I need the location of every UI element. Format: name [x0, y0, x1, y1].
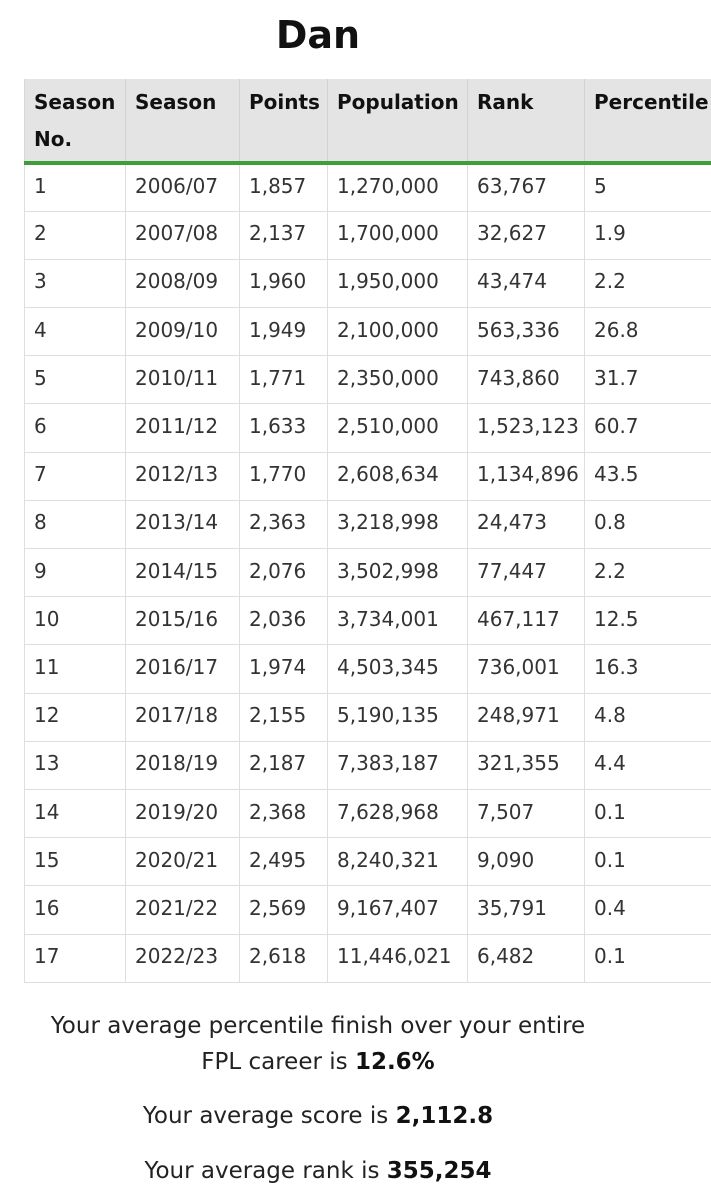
- table-row: [25, 308, 711, 356]
- cell-rank: 736,001: [468, 645, 585, 693]
- cell-rank: 63,767: [468, 163, 585, 211]
- cell-season: 2016/17: [126, 645, 240, 693]
- table-row: [25, 500, 711, 548]
- cell-season: 2011/12: [126, 404, 240, 452]
- cell-points: 2,187: [240, 741, 328, 789]
- cell-season-no: 8: [25, 500, 126, 548]
- cell-points: 2,495: [240, 838, 328, 886]
- cell-population: 11,446,021: [328, 934, 468, 982]
- table-row: [25, 356, 711, 404]
- cell-season-no: 7: [25, 452, 126, 500]
- cell-season: 2018/19: [126, 741, 240, 789]
- table-row: [25, 741, 711, 789]
- cell-rank: 563,336: [468, 308, 585, 356]
- cell-points: 1,949: [240, 308, 328, 356]
- cell-points: 1,974: [240, 645, 328, 693]
- cell-population: 1,950,000: [328, 259, 468, 307]
- cell-season-no: 9: [25, 549, 126, 597]
- cell-season-no: 1: [25, 163, 126, 211]
- header-season-no: Season No.: [25, 79, 126, 163]
- cell-points: 2,076: [240, 549, 328, 597]
- cell-percentile: 43.5: [585, 452, 711, 500]
- cell-season: 2009/10: [126, 308, 240, 356]
- cell-season: 2017/18: [126, 693, 240, 741]
- cell-percentile: 1.9: [585, 211, 711, 259]
- table-row: [25, 452, 711, 500]
- cell-season-no: 13: [25, 741, 126, 789]
- cell-points: 1,770: [240, 452, 328, 500]
- cell-points: 1,857: [240, 163, 328, 211]
- cell-season-no: 6: [25, 404, 126, 452]
- cell-percentile: 2.2: [585, 549, 711, 597]
- cell-season-no: 5: [25, 356, 126, 404]
- table-row: [25, 645, 711, 693]
- cell-percentile: 4.8: [585, 693, 711, 741]
- table-row: [25, 211, 711, 259]
- cell-rank: 743,860: [468, 356, 585, 404]
- cell-population: 1,270,000: [328, 163, 468, 211]
- cell-rank: 24,473: [468, 500, 585, 548]
- season-history-table: [24, 79, 711, 983]
- average-percentile-label: FPL career is: [201, 1049, 348, 1075]
- cell-season-no: 16: [25, 886, 126, 934]
- cell-percentile: 5: [585, 163, 711, 211]
- cell-season-no: 4: [25, 308, 126, 356]
- table-row: [25, 549, 711, 597]
- cell-rank: 7,507: [468, 789, 585, 837]
- table-body: [25, 163, 711, 982]
- cell-percentile: 0.1: [585, 934, 711, 982]
- cell-points: 2,363: [240, 500, 328, 548]
- cell-season: 2006/07: [126, 163, 240, 211]
- table-row: [25, 838, 711, 886]
- cell-season: 2010/11: [126, 356, 240, 404]
- cell-season-no: 11: [25, 645, 126, 693]
- cell-percentile: 0.4: [585, 886, 711, 934]
- cell-season: 2020/21: [126, 838, 240, 886]
- table-header-row: [25, 79, 711, 163]
- cell-population: 4,503,345: [328, 645, 468, 693]
- cell-population: 2,100,000: [328, 308, 468, 356]
- average-rank-value: 355,254: [386, 1158, 492, 1184]
- table-row: [25, 693, 711, 741]
- table-row: [25, 597, 711, 645]
- cell-points: 2,368: [240, 789, 328, 837]
- cell-season: 2013/14: [126, 500, 240, 548]
- cell-rank: 467,117: [468, 597, 585, 645]
- cell-percentile: 4.4: [585, 741, 711, 789]
- cell-population: 7,628,968: [328, 789, 468, 837]
- average-rank-summary: [0, 1153, 636, 1189]
- cell-population: 3,218,998: [328, 500, 468, 548]
- header-rank: Rank: [468, 79, 585, 163]
- average-percentile-line2: [0, 1044, 636, 1080]
- cell-points: 1,633: [240, 404, 328, 452]
- table-row: [25, 404, 711, 452]
- cell-points: 2,569: [240, 886, 328, 934]
- cell-season: 2007/08: [126, 211, 240, 259]
- cell-season: 2019/20: [126, 789, 240, 837]
- cell-percentile: 26.8: [585, 308, 711, 356]
- cell-population: 2,608,634: [328, 452, 468, 500]
- cell-percentile: 31.7: [585, 356, 711, 404]
- cell-season-no: 10: [25, 597, 126, 645]
- cell-rank: 77,447: [468, 549, 585, 597]
- header-percentile: Percentile: [585, 79, 711, 163]
- header-population: Population: [328, 79, 468, 163]
- cell-season: 2008/09: [126, 259, 240, 307]
- header-points: Points: [240, 79, 328, 163]
- cell-rank: 9,090: [468, 838, 585, 886]
- cell-season: 2012/13: [126, 452, 240, 500]
- cell-population: 7,383,187: [328, 741, 468, 789]
- cell-percentile: 12.5: [585, 597, 711, 645]
- cell-population: 8,240,321: [328, 838, 468, 886]
- cell-season-no: 2: [25, 211, 126, 259]
- cell-rank: 35,791: [468, 886, 585, 934]
- cell-rank: 6,482: [468, 934, 585, 982]
- cell-percentile: 2.2: [585, 259, 711, 307]
- cell-rank: 1,134,896: [468, 452, 585, 500]
- cell-season: 2021/22: [126, 886, 240, 934]
- cell-season-no: 15: [25, 838, 126, 886]
- cell-population: 3,502,998: [328, 549, 468, 597]
- cell-percentile: 0.1: [585, 789, 711, 837]
- cell-points: 2,036: [240, 597, 328, 645]
- cell-percentile: 0.8: [585, 500, 711, 548]
- cell-season-no: 14: [25, 789, 126, 837]
- table-row: [25, 259, 711, 307]
- table-row: [25, 163, 711, 211]
- cell-percentile: 0.1: [585, 838, 711, 886]
- cell-population: 3,734,001: [328, 597, 468, 645]
- cell-population: 1,700,000: [328, 211, 468, 259]
- cell-population: 2,350,000: [328, 356, 468, 404]
- average-percentile-line1: Your average percentile finish over your entire: [50, 1013, 586, 1039]
- cell-points: 1,960: [240, 259, 328, 307]
- average-score-label: Your average score is: [142, 1103, 389, 1129]
- cell-points: 2,155: [240, 693, 328, 741]
- cell-rank: 321,355: [468, 741, 585, 789]
- average-percentile-value: 12.6%: [354, 1049, 435, 1075]
- cell-population: 2,510,000: [328, 404, 468, 452]
- cell-rank: 1,523,123: [468, 404, 585, 452]
- cell-percentile: 16.3: [585, 645, 711, 693]
- cell-season: 2022/23: [126, 934, 240, 982]
- cell-points: 2,618: [240, 934, 328, 982]
- season-history-table-container: [24, 79, 711, 983]
- cell-season: 2014/15: [126, 549, 240, 597]
- cell-season: 2015/16: [126, 597, 240, 645]
- page-title: Dan: [275, 13, 361, 57]
- average-score-summary: [0, 1098, 636, 1134]
- average-percentile-summary: [0, 1008, 636, 1080]
- table-row: [25, 886, 711, 934]
- cell-population: 5,190,135: [328, 693, 468, 741]
- cell-rank: 43,474: [468, 259, 585, 307]
- cell-population: 9,167,407: [328, 886, 468, 934]
- average-score-value: 2,112.8: [395, 1103, 494, 1129]
- cell-rank: 248,971: [468, 693, 585, 741]
- cell-season-no: 12: [25, 693, 126, 741]
- average-rank-label: Your average rank is: [144, 1158, 380, 1184]
- table-row: [25, 789, 711, 837]
- cell-season-no: 3: [25, 259, 126, 307]
- table-row: [25, 934, 711, 982]
- cell-rank: 32,627: [468, 211, 585, 259]
- cell-season-no: 17: [25, 934, 126, 982]
- header-season: Season: [126, 79, 240, 163]
- cell-percentile: 60.7: [585, 404, 711, 452]
- cell-points: 2,137: [240, 211, 328, 259]
- cell-points: 1,771: [240, 356, 328, 404]
